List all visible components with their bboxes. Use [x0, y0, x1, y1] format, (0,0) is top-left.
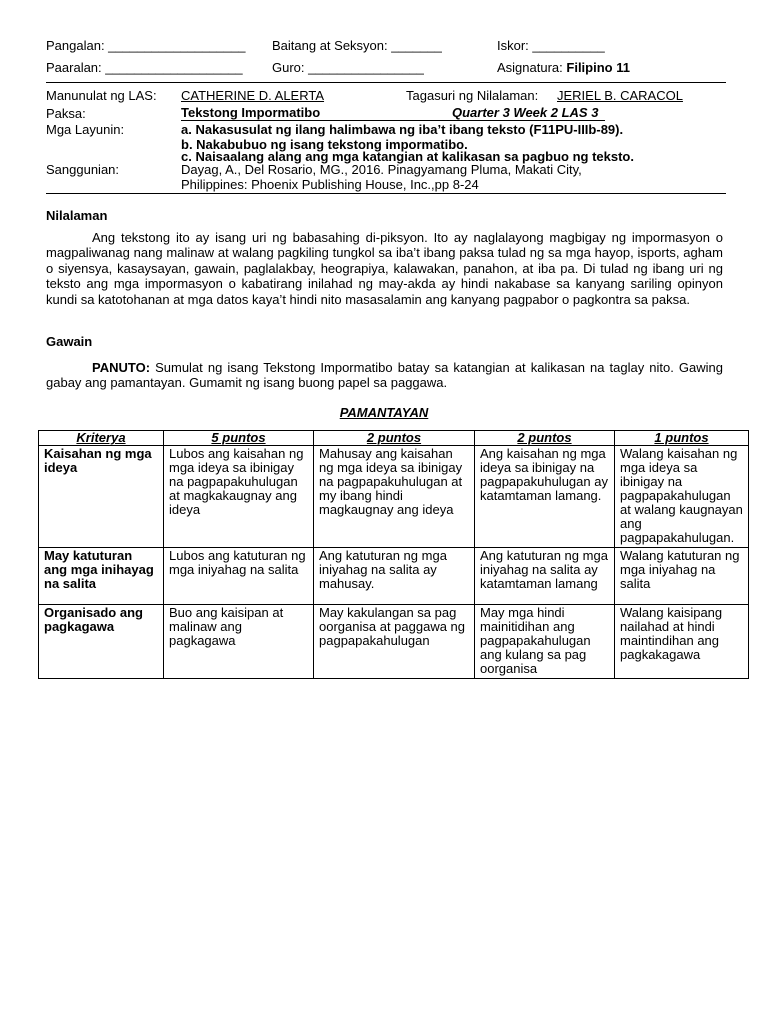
table-row	[39, 446, 749, 548]
nilalaman-paragraph	[46, 230, 723, 307]
guro-field: Guro: ________________	[272, 60, 424, 75]
rubric-cell: Ang kaisahan ng mga ideya sa ibinigay na pagpapakuhulugan ay katamtaman lamang.	[475, 446, 615, 548]
pamantayan-title: PAMANTAYAN	[339, 405, 429, 420]
paksa-value: Tekstong Impormatibo	[181, 105, 321, 120]
iskor-field: Iskor: __________	[497, 38, 605, 53]
panuto-paragraph	[46, 360, 723, 391]
rubric-cell: Walang kaisahan ng mga ideya sa ibinigay na pagpapakahulugan at walang kaugnayan ang pagpapakahulugan.	[615, 446, 749, 548]
quarter-label: Quarter 3 Week 2 LAS 3	[452, 105, 599, 120]
rubric-cell: Walang katuturan ng mga iniyahag na salita	[615, 548, 749, 605]
rubric-cell: May kakulangan sa pag oorganisa at paggawa ng pagpapakahulugan	[314, 605, 475, 679]
sanggunian-label: Sanggunian:	[46, 162, 120, 177]
rubric-header-5-puntos: 5 puntos	[164, 431, 314, 446]
sanggunian-line-2: Philippines: Phoenix Publishing House, Inc.,pp 8-24	[181, 177, 479, 192]
layunin-item-b: b. Nakabubuo ng isang tekstong impormatibo.	[181, 137, 468, 152]
rubric-cell: Walang kaisipang nailahad at hindi maintindihan ang pagkakagawa	[615, 605, 749, 679]
table-row	[39, 605, 749, 679]
rubric-criterion: May katuturan ang mga inihayag na salita	[39, 548, 164, 605]
nilalaman-body: Ang tekstong ito ay isang uri ng babasahing di-piksyon. Ito ay naglalayong magbigay ng impormasyon o magpaliwanag nang malinaw at walang pagkiling tungkol sa iba’t ibang paksa tulad ng sa mga hayop, isports, agham o siyensya, kasaysayan, gawain, paglalakbay, heograpiya, kalawakan, panahon, at iba pa. Di tulad ng ibang uri ng teksto ang mga impormasyon o kabatirang inilahad ng may-akda ay hindi nakabase sa kanyang sariling opinyon kundi sa katotohanan at mga datos kaya’t hindi nito masasalamin ang kanyang pagpabor o pagkontra sa paksa.	[46, 230, 723, 307]
rubric-cell: Ang katuturan ng mga iniyahag na salita ay katamtaman lamang	[475, 548, 615, 605]
layunin-item-c: c. Naisaalang alang ang mga katangian at kalikasan sa pagbuo ng teksto.	[181, 149, 634, 164]
paksa-value-line	[181, 106, 605, 121]
tagasuri-label: Tagasuri ng Nilalaman:	[406, 88, 539, 103]
table-row	[39, 548, 749, 605]
rubric-header-1-puntos: 1 puntos	[615, 431, 749, 446]
paaralan-field: Paaralan: ___________________	[46, 60, 243, 75]
asignatura-field	[497, 60, 630, 75]
asignatura-value: Filipino 11	[566, 60, 630, 75]
paksa-label: Paksa:	[46, 106, 86, 121]
rubric-header-row	[39, 431, 749, 446]
rubric-cell: Lubos ang kaisahan ng mga ideya sa ibinigay na pagpapakuhulugan at magkakaugnay ang ideya	[164, 446, 314, 548]
header-divider-top	[46, 82, 726, 83]
panuto-text: Sumulat ng isang Tekstong Impormatibo batay sa katangian at kalikasan na taglay nito. Gawing gabay ang pamantayan. Gumamit ng isang buong papel sa paggawa.	[46, 360, 723, 391]
rubric-header-2-puntos-a: 2 puntos	[314, 431, 475, 446]
pangalan-field: Pangalan: ___________________	[46, 38, 246, 53]
rubric-table	[38, 430, 749, 679]
rubric-cell: Lubos ang katuturan ng mga iniyahag na salita	[164, 548, 314, 605]
panuto-label: PANUTO:	[92, 360, 151, 375]
gawain-heading: Gawain	[46, 334, 93, 349]
rubric-criterion: Kaisahan ng mga ideya	[39, 446, 164, 548]
manunulat-label: Manunulat ng LAS:	[46, 88, 157, 103]
rubric-cell: May mga hindi mainitidihan ang pagpapakahulugan ang kulang sa pag oorganisa	[475, 605, 615, 679]
sanggunian-line-1: Dayag, A., Del Rosario, MG., 2016. Pinagyamang Pluma, Makati City,	[181, 162, 582, 177]
rubric-header-kriterya: Kriterya	[39, 431, 164, 446]
rubric-header-2-puntos-b: 2 puntos	[475, 431, 615, 446]
manunulat-value: CATHERINE D. ALERTA	[181, 88, 325, 103]
asignatura-label: Asignatura:	[497, 60, 563, 75]
rubric-cell: Mahusay ang kaisahan ng mga ideya sa ibinigay na pagpapakuhulugan at my ibang hindi magkaugnay ang ideya	[314, 446, 475, 548]
layunin-item-a: a. Nakasusulat ng ilang halimbawa ng iba’t ibang teksto (F11PU-IIIb-89).	[181, 122, 624, 137]
rubric-cell: Buo ang kaisipan at malinaw ang pagkagawa	[164, 605, 314, 679]
tagasuri-value: JERIEL B. CARACOL	[557, 88, 683, 103]
baitang-field: Baitang at Seksyon: _______	[272, 38, 442, 53]
rubric-criterion: Organisado ang pagkagawa	[39, 605, 164, 679]
rubric-cell: Ang katuturan ng mga iniyahag na salita ay mahusay.	[314, 548, 475, 605]
header-divider-bottom	[46, 193, 726, 194]
nilalaman-heading: Nilalaman	[46, 208, 108, 223]
layunin-label: Mga Layunin:	[46, 122, 125, 137]
